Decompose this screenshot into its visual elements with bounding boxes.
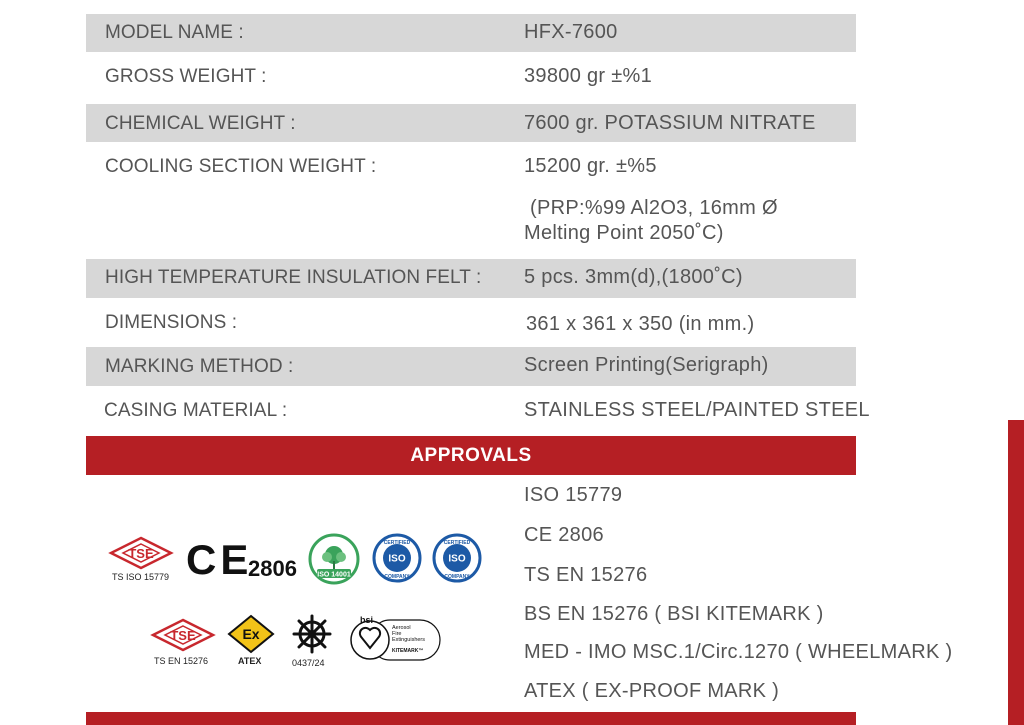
bsi-line2: Fire <box>392 631 402 637</box>
spec-label: HIGH TEMPERATURE INSULATION FELT : <box>105 267 482 288</box>
spec-value: 7600 gr. POTASSIUM NITRATE <box>524 112 816 134</box>
spec-row-model-name <box>86 14 856 52</box>
spec-value: Screen Printing(Serigraph) <box>524 354 769 376</box>
spec-value-detail: Melting Point 2050˚C) <box>524 222 724 244</box>
atex-caption: ATEX <box>238 656 262 666</box>
spec-label: DIMENSIONS : <box>105 312 238 333</box>
iso14001-logo <box>308 533 360 585</box>
spec-value: 5 pcs. 3mm(d),(1800˚C) <box>524 266 743 288</box>
company-text: COMPANY <box>444 574 470 580</box>
bottom-accent-bar <box>86 712 856 725</box>
spec-value: HFX-7600 <box>524 21 618 43</box>
certified-text: CERTIFIED <box>383 540 411 546</box>
iso-text: ISO <box>448 553 466 565</box>
approval-item: MED - IMO MSC.1/Circ.1270 ( WHEELMARK ) <box>524 641 953 663</box>
ce-number: 2806 <box>248 556 297 581</box>
spec-label: CHEMICAL WEIGHT : <box>105 113 296 134</box>
tse-logo <box>108 536 174 584</box>
certified-text: CERTIFIED <box>443 540 471 546</box>
spec-value: 361 x 361 x 350 (in mm.) <box>526 313 755 335</box>
tse-caption: TS EN 15276 <box>154 656 209 666</box>
spec-row-dimensions <box>86 302 856 344</box>
ce-mark-icon: CE <box>186 536 253 583</box>
wheelmark-logo <box>288 614 336 670</box>
spec-value: 39800 gr ±%1 <box>524 65 652 87</box>
spec-value: 15200 gr. ±%5 <box>524 155 657 177</box>
tse-caption: TS ISO 15779 <box>112 572 170 582</box>
spec-row-insulation-felt <box>86 259 856 298</box>
spec-label: CASING MATERIAL : <box>104 400 288 421</box>
atex-icon: Ex <box>242 626 260 642</box>
approval-item: TS EN 15276 <box>524 564 648 586</box>
spec-label: COOLING SECTION WEIGHT : <box>105 156 377 177</box>
spec-value: STAINLESS STEEL/PAINTED STEEL <box>524 399 870 421</box>
ce-mark-logo <box>186 536 297 583</box>
spec-row-cooling-section-weight <box>86 146 856 256</box>
spec-row-casing-material <box>86 390 870 430</box>
spec-row-marking-method <box>86 347 856 386</box>
bsi-line1: Aerosol <box>392 625 411 631</box>
spec-label: MARKING METHOD : <box>105 356 294 377</box>
iso-certified-logo-1 <box>372 533 422 583</box>
approval-item: ATEX ( EX-PROOF MARK ) <box>524 680 780 702</box>
approval-item: BS EN 15276 ( BSI KITEMARK ) <box>524 603 824 625</box>
company-text: COMPANY <box>384 574 410 580</box>
iso14001-text: ISO 14001 <box>317 571 351 579</box>
spec-label: MODEL NAME : <box>105 22 244 43</box>
spec-value-detail: (PRP:%99 Al2O3, 16mm Ø <box>530 197 778 219</box>
bsi-text: bsi <box>360 615 374 625</box>
bsi-line4: KITEMARK™ <box>392 648 424 654</box>
tse-text: TSE <box>170 628 196 643</box>
approvals-heading: APPROVALS <box>86 436 856 475</box>
spec-row-chemical-weight <box>86 104 856 142</box>
wheelmark-caption: 0437/24 <box>292 658 325 668</box>
bsi-line3: Extinguishers <box>392 637 426 643</box>
tse-text: TSE <box>128 546 154 561</box>
bsi-kitemark-logo <box>346 614 442 664</box>
tse-logo-2 <box>150 618 216 668</box>
atex-logo <box>226 614 276 670</box>
iso-certified-logo-2 <box>432 533 482 583</box>
spec-label: GROSS WEIGHT : <box>105 66 267 87</box>
approval-item: CE 2806 <box>524 524 604 546</box>
approval-item: ISO 15779 <box>524 484 623 506</box>
right-accent-bar <box>1008 420 1024 725</box>
iso-text: ISO <box>388 553 406 565</box>
spec-row-gross-weight <box>86 56 856 96</box>
